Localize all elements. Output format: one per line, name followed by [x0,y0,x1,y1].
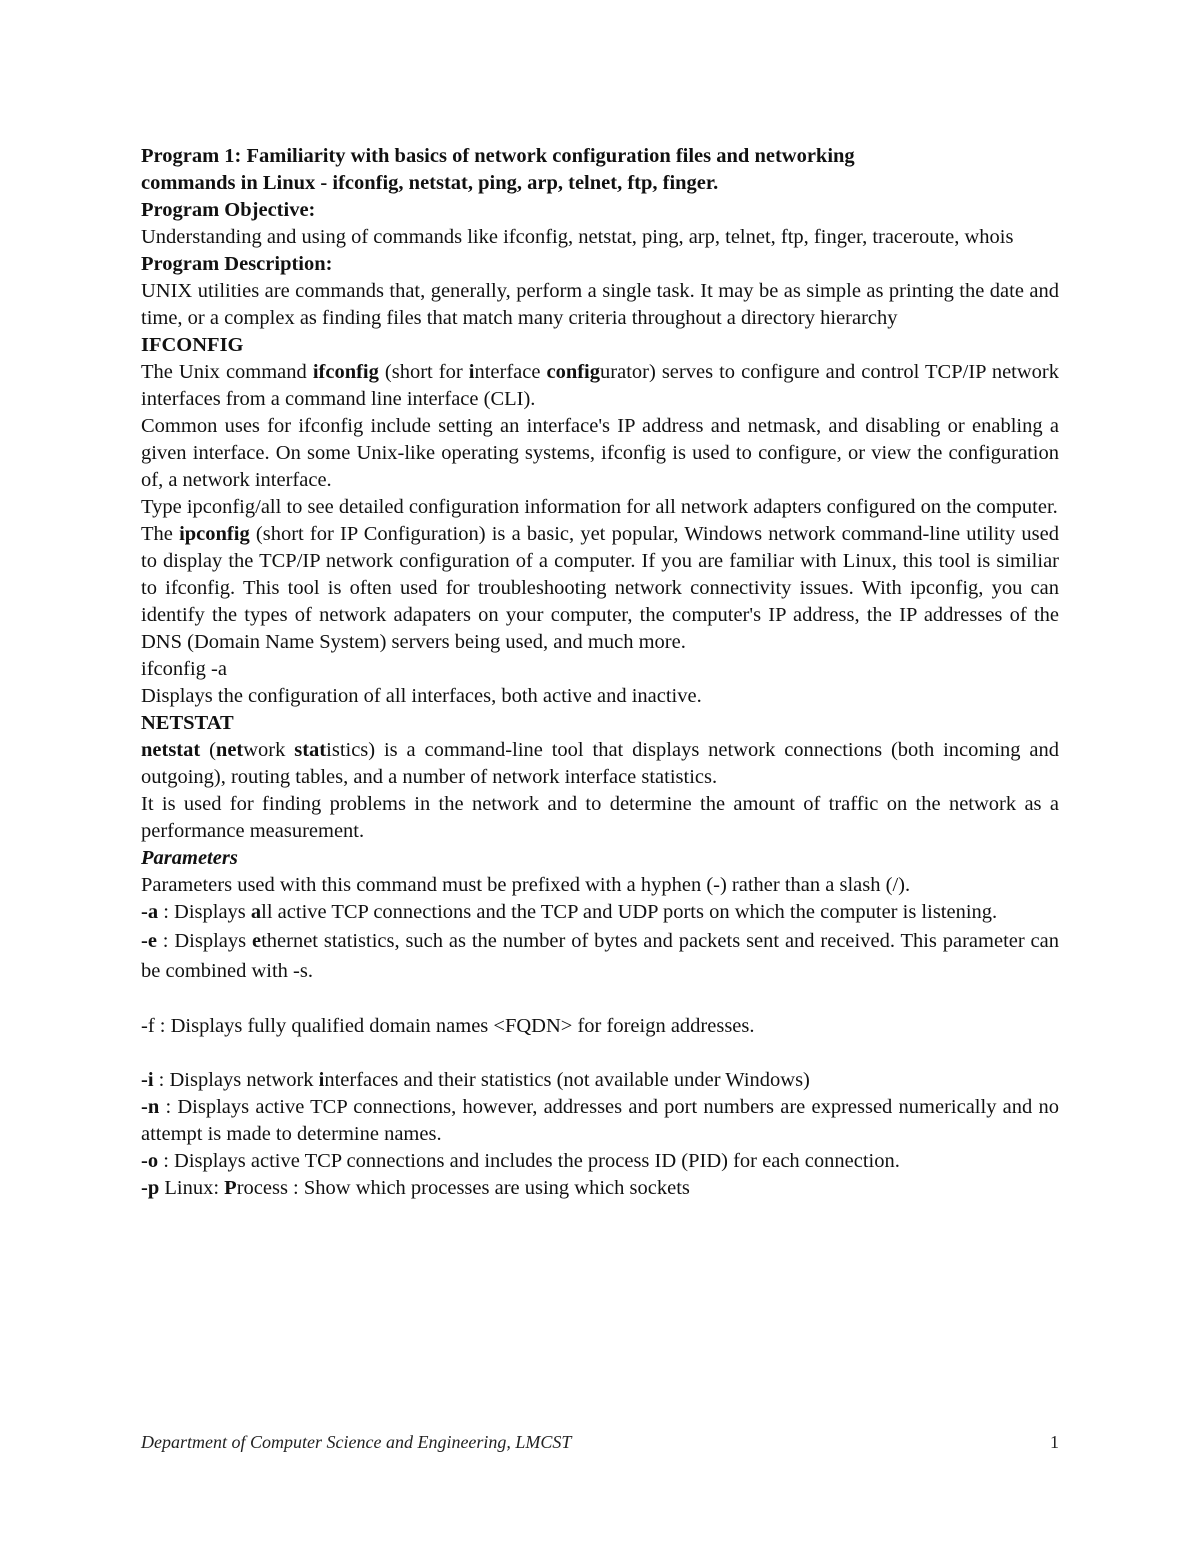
description-heading: Program Description: [141,253,333,275]
netstat-paragraph-2: It is used for finding problems in the network and to determine the amount of traffic on the network as a performance measurement. [141,793,1059,842]
param-i [141,1067,1059,1094]
text-run: : Displays network [153,1069,319,1091]
text-run: rocess : Show which processes are using which sockets [236,1177,690,1199]
text-run: (short for [378,361,469,383]
text-run: nter [474,361,507,383]
netstat-paragraph-1 [141,737,1059,791]
text-run: i [318,1069,325,1091]
ifconfig-paragraph-3: Type ipconfig/all to see detailed configuration information for all network adapters configured on the computer. [141,496,1058,518]
parameters-heading: Parameters [141,847,238,869]
ifconfig-example-command: ifconfig -a [141,658,227,680]
text-run: The Unix command [141,361,313,383]
parameters-intro: Parameters used with this command must be prefixed with a hyphen (-) rather than a slash (/). [141,874,911,896]
ifconfig-paragraph-1 [141,359,1059,413]
objective-text: Understanding and using of commands like ifconfig, netstat, ping, arp, telnet, ftp, finger, traceroute, whois [141,226,1014,248]
text-run: : Displays active TCP connections, however, addresses and port numbers are expressed numerically and no attempt is made to determine names. [141,1096,1059,1145]
text-run: nterfaces and their statistics (not available under Windows) [324,1069,810,1091]
footer-department: Department of Computer Science and Engineering, LMCST [141,1432,572,1452]
text-run: net [215,739,244,761]
text-run: a [250,901,262,923]
param-p [141,1175,1059,1202]
text-run: ( [200,739,216,761]
param-flag: -p [141,1177,160,1199]
netstat-heading: NETSTAT [141,712,234,734]
param-flag: -n [141,1096,160,1118]
text-run: work [243,739,295,761]
text-run: : Displays [156,930,252,952]
param-e [141,926,1059,986]
command-name: ipconfig [179,523,250,545]
text-run: urator) serves to configure and control TCP/IP network interfaces from a command line interface (CLI). [141,361,1060,410]
param-o [141,1148,1059,1175]
ifconfig-paragraph-2: Common uses for ifconfig include setting an interface's IP address and netmask, and disabling or enabling a given interface. On some Unix-like operating systems, ifconfig is used to configure, or view the configuration of, a network interface. [141,415,1059,491]
command-name: netstat [141,739,201,761]
text-run: : Displays active TCP connections and includes the process ID (PID) for each connection. [158,1150,900,1172]
param-f: -f : Displays fully qualified domain names <FQDN> for foreign addresses. [141,1015,755,1037]
text-run: istics) is a command-line tool that displays network connections (both incoming and outgoing), routing tables, and a number of network interface statistics. [141,739,1060,788]
text-run: The [141,523,180,545]
objective-heading: Program Objective: [141,199,316,221]
text-run: stat [294,739,327,761]
ifconfig-example-description: Displays the configuration of all interfaces, both active and inactive. [141,685,702,707]
program-title-line1: Program 1: Familiarity with basics of network configuration files and networking [141,145,855,167]
param-flag: -i [141,1069,154,1091]
program-title [141,143,1059,197]
text-run: Linux: [159,1177,225,1199]
param-flag: -e [141,930,157,952]
page-footer [141,1432,1059,1453]
ifconfig-heading: IFCONFIG [141,334,244,356]
text-run: i [468,361,475,383]
text-run: config [546,361,601,383]
text-run: P [224,1177,237,1199]
text-run: thernet statistics, such as the number of bytes and packets sent and received. This parameter can be combined with -s. [141,930,1059,982]
program-title-line2: commands in Linux - ifconfig, netstat, ping, arp, telnet, ftp, finger. [141,172,719,194]
command-name: ifconfig [312,361,379,383]
text-run: ll active TCP connections and the TCP and UDP ports on which the computer is listening. [261,901,998,923]
text-run: (short for IP Configuration) is a basic, yet popular, Windows network command-line utility used to display the TCP/IP network configuration of a computer. If you are familiar with Linux, this tool is similiar to ifconfig. This tool is often used for troubleshooting network connectivity issues. With ipconfig, you can identify the types of network adapaters on your computer, the computer's IP address, the IP addresses of the DNS (Domain Name System) servers being used, and much more. [141,523,1060,653]
text-run: : Displays [158,901,251,923]
param-flag: -o [141,1150,159,1172]
param-flag: -a [141,901,159,923]
param-n [141,1094,1059,1148]
description-text: UNIX utilities are commands that, generally, perform a single task. It may be as simple as printing the date and time, or a complex as finding files that match many criteria throughout a directory hierarchy [141,280,1059,329]
ipconfig-paragraph [141,521,1059,656]
document-body [141,143,1059,1202]
param-a [141,899,1059,926]
text-run: e [251,930,262,952]
text-run: face [506,361,547,383]
page-number: 1 [1050,1432,1059,1452]
